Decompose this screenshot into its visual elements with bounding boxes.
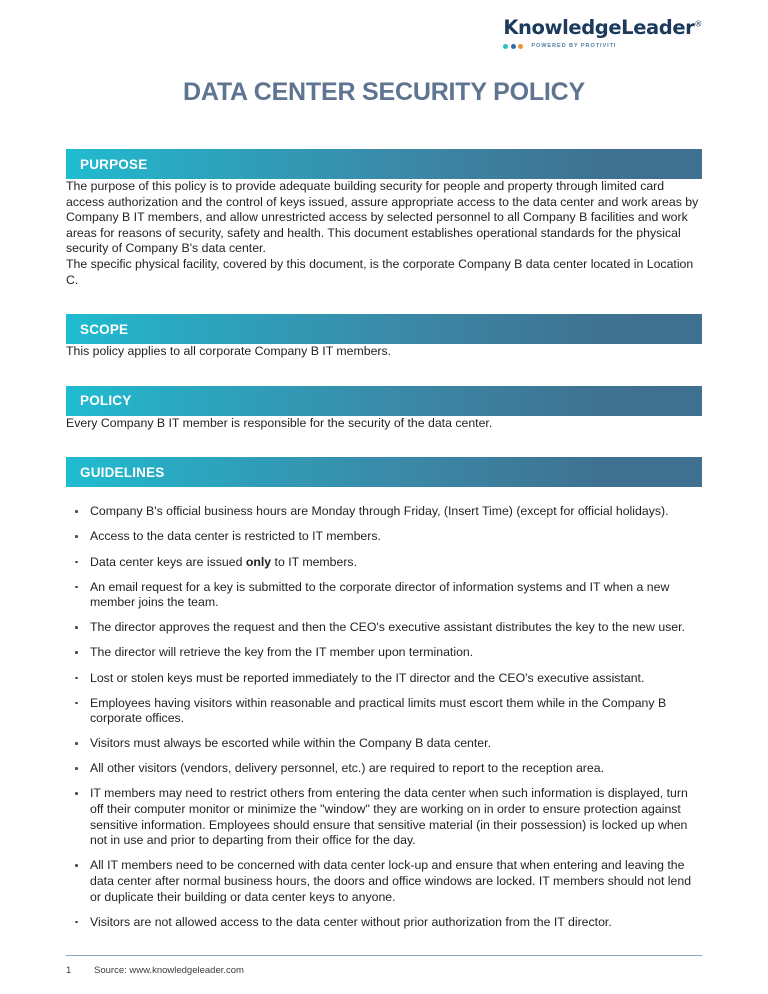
section-header-purpose-label: PURPOSE bbox=[80, 156, 148, 172]
page-header bbox=[66, 0, 702, 48]
purpose-paragraph-2: The specific physical facility, covered by this document, is the corporate Company B data center located in Location C. bbox=[66, 256, 694, 287]
section-header-policy-label: POLICY bbox=[80, 393, 132, 409]
purpose-paragraph-1: The purpose of this policy is to provide adequate building security for people and property through limited card access authorization and the control of keys issued, assure appropriate access to the data center and work areas by Company B IT members, and allow unrestricted access by selected personnel to all Company B facilities and work areas for reasons of security, safety and health. This document establishes operational standards for the physical security of Company B's data center. bbox=[66, 179, 699, 256]
guideline-item bbox=[66, 761, 702, 777]
logo-wordmark bbox=[503, 18, 702, 38]
scope-paragraph-1: This policy applies to all corporate Company B IT members. bbox=[66, 344, 392, 359]
dot-orange-icon bbox=[518, 44, 523, 49]
guideline-text: Visitors are not allowed access to the data center without prior authorization from the IT director. bbox=[90, 914, 612, 929]
logo-tagline-row bbox=[503, 44, 702, 50]
section-header-purpose bbox=[66, 149, 702, 179]
guideline-item bbox=[66, 736, 702, 752]
dot-blue-icon bbox=[511, 44, 516, 49]
guideline-item bbox=[66, 580, 702, 611]
logo-wordmark-text: KnowledgeLeader bbox=[503, 16, 695, 39]
page-title: DATA CENTER SECURITY POLICY bbox=[182, 78, 586, 106]
guideline-item bbox=[66, 645, 702, 661]
section-header-guidelines bbox=[66, 457, 702, 487]
bullet-dot-icon bbox=[75, 510, 78, 513]
guideline-text-emphasis: only bbox=[245, 554, 272, 569]
page-footer bbox=[66, 955, 702, 976]
section-header-policy bbox=[66, 386, 702, 416]
guideline-item bbox=[66, 786, 702, 848]
guideline-text-tail: to IT members. bbox=[271, 554, 357, 569]
section-header-guidelines-label: GUIDELINES bbox=[80, 464, 165, 480]
bullet-dot-icon bbox=[75, 864, 78, 867]
guideline-text: Employees having visitors within reasonable and practical limits must escort them while in the Company B corporate offices. bbox=[90, 695, 667, 726]
bullet-dot-icon bbox=[75, 561, 78, 564]
guidelines-list bbox=[66, 504, 702, 930]
guideline-item bbox=[66, 915, 702, 931]
policy-paragraph-1: Every Company B IT member is responsible for the security of the data center. bbox=[66, 415, 493, 430]
bullet-dot-icon bbox=[75, 677, 78, 680]
bullet-dot-icon bbox=[75, 742, 78, 745]
guideline-item bbox=[66, 858, 702, 905]
guideline-item bbox=[66, 555, 702, 571]
guideline-text: Visitors must always be escorted while within the Company B data center. bbox=[90, 736, 491, 751]
guideline-item bbox=[66, 696, 702, 727]
bullet-dot-icon bbox=[75, 651, 78, 654]
guideline-text: Lost or stolen keys must be reported immediately to the IT director and the CEO's executive assistant. bbox=[90, 670, 645, 685]
three-dots-icon bbox=[503, 44, 523, 49]
footer-source-text: Source: www.knowledgeleader.com bbox=[94, 965, 244, 976]
bullet-dot-icon bbox=[75, 767, 78, 770]
dot-teal-icon bbox=[503, 44, 508, 49]
guideline-item bbox=[66, 671, 702, 687]
bullet-dot-icon bbox=[75, 535, 78, 538]
bullet-dot-icon bbox=[75, 792, 78, 795]
footer-divider bbox=[66, 955, 702, 956]
bullet-dot-icon bbox=[75, 626, 78, 629]
knowledgeleader-logo bbox=[503, 18, 702, 48]
guideline-item bbox=[66, 620, 702, 636]
footer-row bbox=[66, 965, 702, 976]
guideline-text: The director will retrieve the key from the IT member upon termination. bbox=[90, 645, 474, 660]
bullet-dot-icon bbox=[75, 702, 78, 705]
footer-page-number: 1 bbox=[66, 965, 72, 976]
logo-tagline-text: POWERED BY PROTIVITI bbox=[531, 42, 617, 49]
section-header-scope bbox=[66, 314, 702, 344]
guideline-text: IT members may need to restrict others from entering the data center when such information is displayed, turn off their computer monitor or minimize the "window" they are working on in order to ensure protection against sensitive information. Employees should ensure that sensitive material (in their possession) is locked up when not in use and prior to departing from their office for the day. bbox=[90, 786, 688, 848]
guideline-text: Access to the data center is restricted to IT members. bbox=[90, 529, 381, 544]
section-header-scope-label: SCOPE bbox=[80, 321, 129, 337]
bullet-dot-icon bbox=[75, 586, 78, 589]
bullet-dot-icon bbox=[75, 921, 78, 924]
guideline-text: All IT members need to be concerned with data center lock-up and ensure that when entering and leaving the data center after normal business hours, the doors and office windows are locked. IT members should not lend or duplicate their building or data center keys to anyone. bbox=[90, 858, 692, 904]
guideline-text: All other visitors (vendors, delivery personnel, etc.) are required to report to the reception area. bbox=[90, 761, 604, 776]
guideline-text: An email request for a key is submitted to the corporate director of information systems and IT when a new member joins the team. bbox=[90, 579, 670, 610]
registered-mark: ® bbox=[694, 19, 702, 29]
guideline-item bbox=[66, 504, 702, 520]
guideline-text: Company B's official business hours are Monday through Friday, (Insert Time) (except for official holidays). bbox=[90, 504, 669, 519]
guideline-item bbox=[66, 529, 702, 545]
guideline-text: Data center keys are issued bbox=[90, 554, 246, 569]
guideline-text: The director approves the request and then the CEO's executive assistant distributes the key to the new user. bbox=[90, 620, 685, 635]
